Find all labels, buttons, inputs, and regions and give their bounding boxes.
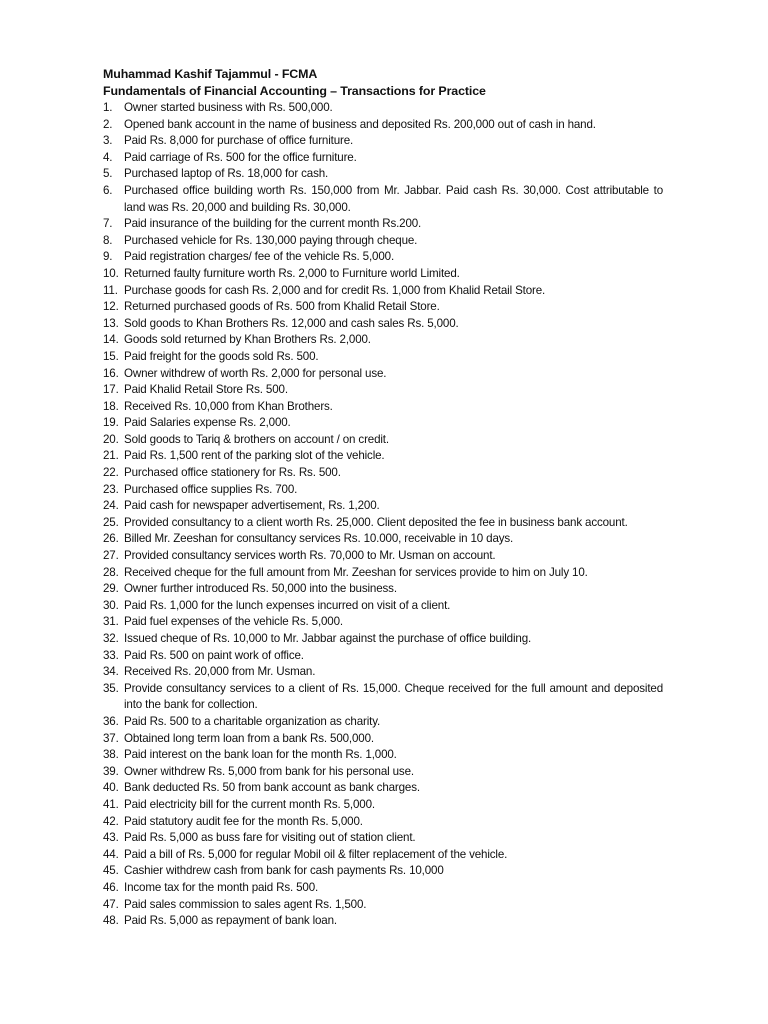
list-item-number: 44. <box>103 847 119 861</box>
list-item-number: 22. <box>103 466 119 480</box>
list-item <box>103 880 663 897</box>
list-item-number: 1. <box>103 101 113 114</box>
list-item-text: Owner withdrew of worth Rs. 2,000 for personal use. <box>124 366 387 380</box>
list-item-number: 11. <box>103 283 118 297</box>
list-item-number: 17. <box>103 383 119 397</box>
list-item-number: 6. <box>103 183 113 197</box>
list-item-number: 9. <box>103 250 113 264</box>
list-item <box>103 332 663 349</box>
list-item-number: 31. <box>103 615 119 629</box>
transaction-list <box>103 100 663 930</box>
list-item-text: Returned purchased goods of Rs. 500 from Khalid Retail Store. <box>124 300 440 314</box>
author-line: Muhammad Kashif Tajammul - FCMA <box>103 67 318 81</box>
list-item <box>103 316 663 333</box>
list-item-number: 30. <box>103 598 119 612</box>
list-item-text: Returned faulty furniture worth Rs. 2,000 to Furniture world Limited. <box>124 266 460 280</box>
list-item <box>103 100 663 117</box>
list-item-number: 25. <box>103 515 119 529</box>
list-item-number: 20. <box>103 432 119 446</box>
list-item-number: 47. <box>103 897 119 911</box>
list-item-number: 48. <box>103 914 119 928</box>
list-item-text: Paid sales commission to sales agent Rs. 1,500. <box>124 897 367 911</box>
list-item <box>103 150 663 167</box>
list-item <box>103 166 663 183</box>
list-item-number: 34. <box>103 665 119 679</box>
list-item <box>103 249 663 266</box>
list-item-text: Paid carriage of Rs. 500 for the office furniture. <box>124 150 357 164</box>
list-item-number: 23. <box>103 482 119 496</box>
list-item-number: 18. <box>103 399 119 413</box>
list-item <box>103 814 663 831</box>
list-item-text: Purchased office stationery for Rs. Rs. 500. <box>124 466 341 480</box>
list-item-text: Paid interest on the bank loan for the month Rs. 1,000. <box>124 748 397 762</box>
list-item-number: 10. <box>103 266 119 280</box>
list-item-number: 7. <box>103 217 113 231</box>
list-item <box>103 349 663 366</box>
list-item-number: 8. <box>103 233 113 247</box>
list-item-text: Paid a bill of Rs. 5,000 for regular Mobil oil & filter replacement of the vehicle. <box>124 847 508 861</box>
list-item-text: Income tax for the month paid Rs. 500. <box>124 880 319 894</box>
list-item-text: Purchased office building worth Rs. 150,000 from Mr. Jabbar. Paid cash Rs. 30,000. Cost attributable to land was Rs. 20,000 and building Rs. 30,000. <box>124 183 663 214</box>
list-item-number: 39. <box>103 764 119 778</box>
list-item <box>103 498 663 515</box>
list-item <box>103 648 663 665</box>
list-item-text: Received Rs. 10,000 from Khan Brothers. <box>124 399 333 413</box>
list-item <box>103 531 663 548</box>
list-item-text: Obtained long term loan from a bank Rs. 500,000. <box>124 731 374 745</box>
list-item <box>103 482 663 499</box>
list-item-text: Paid insurance of the building for the current month Rs.200. <box>124 217 422 231</box>
list-item-number: 5. <box>103 167 113 181</box>
list-item <box>103 913 663 930</box>
list-item <box>103 664 663 681</box>
list-item-text: Provided consultancy services worth Rs. 70,000 to Mr. Usman on account. <box>124 549 496 563</box>
list-item-text: Paid fuel expenses of the vehicle Rs. 5,000. <box>124 615 343 629</box>
list-item-number: 29. <box>103 582 119 596</box>
list-item <box>103 133 663 150</box>
list-item <box>103 117 663 134</box>
list-item-text: Paid cash for newspaper advertisement, Rs. 1,200. <box>124 499 380 513</box>
list-item-number: 24. <box>103 499 119 513</box>
list-item-text: Purchase goods for cash Rs. 2,000 and for credit Rs. 1,000 from Khalid Retail Store. <box>124 283 546 297</box>
list-item-number: 36. <box>103 714 119 728</box>
list-item-text: Billed Mr. Zeeshan for consultancy services Rs. 10.000, receivable in 10 days. <box>124 532 514 546</box>
list-item <box>103 847 663 864</box>
document-title: Fundamentals of Financial Accounting – Transactions for Practice <box>103 84 486 98</box>
list-item-number: 35. <box>103 681 119 695</box>
list-item-number: 42. <box>103 814 119 828</box>
list-item <box>103 283 663 300</box>
list-item-text: Provided consultancy to a client worth Rs. 25,000. Client deposited the fee in business bank account. <box>124 515 628 529</box>
list-item-text: Provide consultancy services to a client of Rs. 15,000. Cheque received for the full amount and deposited into the bank for collection. <box>124 681 663 712</box>
list-item <box>103 399 663 416</box>
list-item-text: Paid Rs. 500 on paint work of office. <box>124 648 304 662</box>
list-item <box>103 548 663 565</box>
list-item-number: 33. <box>103 648 119 662</box>
list-item <box>103 780 663 797</box>
list-item-number: 37. <box>103 731 119 745</box>
list-item-text: Paid Rs. 8,000 for purchase of office furniture. <box>124 134 354 148</box>
list-item <box>103 415 663 432</box>
list-item-text: Paid registration charges/ fee of the vehicle Rs. 5,000. <box>124 250 395 264</box>
list-item <box>103 183 663 216</box>
list-item <box>103 216 663 233</box>
list-item-number: 32. <box>103 632 119 645</box>
list-item <box>103 764 663 781</box>
list-item-number: 12. <box>103 300 119 314</box>
list-item <box>103 581 663 598</box>
list-item <box>103 614 663 631</box>
list-item-number: 13. <box>103 316 119 330</box>
list-item <box>103 681 663 714</box>
list-item <box>103 432 663 449</box>
list-item-text: Received cheque for the full amount from Mr. Zeeshan for services provide to him on July 10. <box>124 565 588 579</box>
list-item <box>103 565 663 582</box>
list-item <box>103 747 663 764</box>
list-item <box>103 448 663 465</box>
list-item <box>103 366 663 383</box>
list-item-number: 2. <box>103 117 113 131</box>
list-item-number: 46. <box>103 880 119 894</box>
list-item-number: 27. <box>103 549 119 563</box>
list-item <box>103 266 663 283</box>
list-item-text: Paid freight for the goods sold Rs. 500. <box>124 349 319 363</box>
list-item-text: Paid Rs. 500 to a charitable organization as charity. <box>124 714 381 728</box>
list-item-text: Paid statutory audit fee for the month Rs. 5,000. <box>124 814 363 828</box>
list-item-number: 45. <box>103 864 119 878</box>
list-item-number: 4. <box>103 150 113 164</box>
list-item-text: Paid Khalid Retail Store Rs. 500. <box>124 383 288 397</box>
list-item-number: 14. <box>103 333 119 347</box>
list-item <box>103 797 663 814</box>
list-item <box>103 863 663 880</box>
list-item-text: Received Rs. 20,000 from Mr. Usman. <box>124 665 316 679</box>
list-item-text: Bank deducted Rs. 50 from bank account as bank charges. <box>124 781 420 795</box>
list-item <box>103 233 663 250</box>
list-item-text: Paid Rs. 1,500 rent of the parking slot of the vehicle. <box>124 449 385 463</box>
list-item <box>103 382 663 399</box>
list-item-number: 15. <box>103 349 119 363</box>
list-item-text: Sold goods to Tariq & brothers on account / on credit. <box>124 432 389 446</box>
list-item <box>103 598 663 615</box>
list-item-number: 28. <box>103 565 119 579</box>
list-item <box>103 830 663 847</box>
list-item-text: Sold goods to Khan Brothers Rs. 12,000 and cash sales Rs. 5,000. <box>124 316 459 330</box>
list-item-text: Purchased office supplies Rs. 700. <box>124 482 298 496</box>
list-item <box>103 631 663 648</box>
list-item-text: Purchased laptop of Rs. 18,000 for cash. <box>124 167 329 181</box>
list-item-text: Cashier withdrew cash from bank for cash payments Rs. 10,000 <box>124 864 444 878</box>
list-item-text: Paid electricity bill for the current month Rs. 5,000. <box>124 797 375 811</box>
list-item-number: 19. <box>103 416 119 430</box>
list-item-text: Issued cheque of Rs. 10,000 to Mr. Jabbar against the purchase of office building. <box>124 632 532 645</box>
list-item-text: Paid Rs. 5,000 as repayment of bank loan. <box>124 914 337 928</box>
list-item-text: Paid Rs. 1,000 for the lunch expenses incurred on visit of a client. <box>124 598 451 612</box>
list-item-text: Owner further introduced Rs. 50,000 into the business. <box>124 582 397 596</box>
list-item-text: Owner started business with Rs. 500,000. <box>124 101 333 114</box>
list-item-text: Goods sold returned by Khan Brothers Rs. 2,000. <box>124 333 371 347</box>
list-item-number: 41. <box>103 797 119 811</box>
list-item-number: 38. <box>103 748 119 762</box>
list-item-text: Paid Rs. 5,000 as buss fare for visiting out of station client. <box>124 831 416 845</box>
list-item-text: Purchased vehicle for Rs. 130,000 paying through cheque. <box>124 233 418 247</box>
list-item-number: 16. <box>103 366 119 380</box>
list-item-number: 21. <box>103 449 119 463</box>
list-item <box>103 465 663 482</box>
list-item-text: Opened bank account in the name of business and deposited Rs. 200,000 out of cash in hand. <box>124 117 596 131</box>
list-item <box>103 714 663 731</box>
list-item <box>103 731 663 748</box>
list-item-number: 26. <box>103 532 119 546</box>
list-item-text: Paid Salaries expense Rs. 2,000. <box>124 416 291 430</box>
list-item-number: 40. <box>103 781 119 795</box>
list-item <box>103 897 663 914</box>
document-page <box>103 66 663 930</box>
list-item <box>103 515 663 532</box>
list-item-text: Owner withdrew Rs. 5,000 from bank for his personal use. <box>124 764 414 778</box>
list-item <box>103 299 663 316</box>
list-item-number: 3. <box>103 134 113 148</box>
list-item-number: 43. <box>103 831 119 845</box>
